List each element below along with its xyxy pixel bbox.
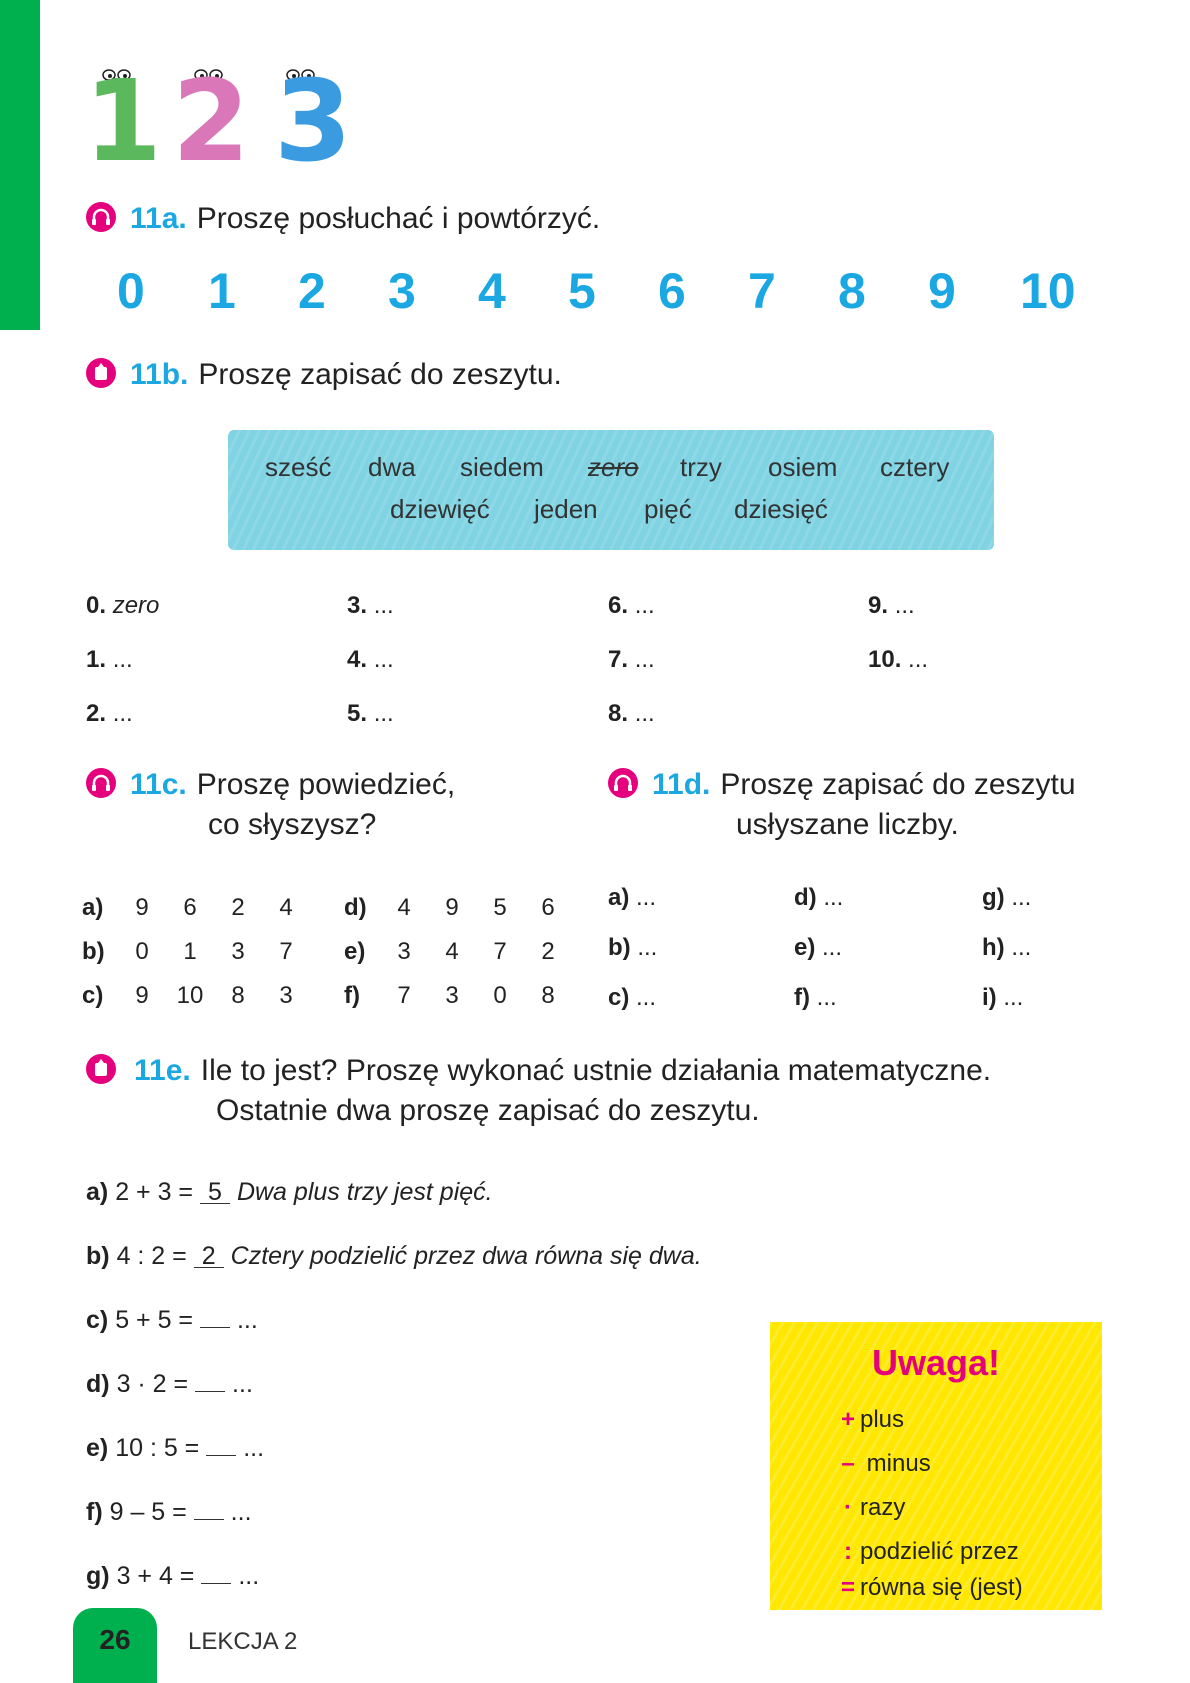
cell: 2 [541,938,555,965]
word-bank [228,430,994,550]
math-item: g) 3 + 4 = ... [86,1562,260,1590]
list-item: 7. ... [608,646,655,673]
list-item: 3. ... [347,592,394,619]
exercise-11d-heading [608,768,1076,802]
cell: 5 [493,894,507,921]
pencil-icon [86,358,116,388]
exercise-instruction: Proszę posłuchać i powtórzyć. [196,202,601,235]
logo-digit-3: 3 [274,57,352,187]
cell: 3 [445,982,459,1009]
answer-item: d) ... [794,884,844,911]
headphones-icon [608,768,638,798]
answer-item: f) ... [794,984,837,1011]
word: dziesięć [734,494,828,524]
list-item: 10. ... [868,646,929,673]
answer-item: h) ... [982,934,1032,961]
cell: 3 [397,938,411,965]
cell: 10 [176,982,204,1009]
word: pięć [644,494,692,524]
logo-digit-1: 1 [84,57,162,187]
word: dwa [368,452,416,482]
operator-item: : podzielić przez [844,1538,1019,1565]
row-label: e) [344,938,366,965]
answer-item: e) ... [794,934,843,961]
cell: 2 [231,894,245,921]
digit: 4 [478,263,506,319]
list-item: 2. ... [86,700,133,727]
digit: 3 [388,263,416,319]
digit: 1 [208,263,236,319]
list-item: 9. ... [868,592,915,619]
digit: 0 [117,263,145,319]
word: dziewięć [390,494,490,524]
headphones-icon [86,202,116,232]
word: jeden [534,494,598,524]
exercise-11e-heading [86,1054,991,1088]
list-item: 5. ... [347,700,394,727]
cell: 0 [135,938,149,965]
exercise-instruction-line2: Ostatnie dwa proszę zapisać do zeszytu. [216,1094,760,1127]
list-item: 4. ... [347,646,394,673]
exercise-11c-heading [86,768,455,802]
digit: 6 [658,263,686,319]
cell: 8 [541,982,555,1009]
cell: 1 [183,938,197,965]
row-label: b) [82,938,105,965]
answer-item: b) ... [608,934,658,961]
uwaga-title: Uwaga! [871,1342,1001,1383]
exercise-instruction: Ile to jest? Proszę wykonać ustnie działania matematyczne. [200,1054,992,1087]
operator-item: = równa się (jest) [840,1574,1023,1601]
cell: 7 [493,938,507,965]
logo-digit-2: 2 [172,57,250,187]
operator-item: · razy [844,1494,906,1521]
cell: 7 [397,982,411,1009]
math-item: b) 4 : 2 = 2 Cztery podzielić przez dwa równa się dwa. [86,1242,702,1270]
exercise-instruction: Proszę zapisać do zeszytu. [198,358,562,391]
headphones-icon [86,768,116,798]
cell: 0 [493,982,507,1009]
list-item: 6. ... [608,592,655,619]
answer-item: c) ... [608,984,657,1011]
exercise-number: 11d. [652,768,711,801]
word: sześć [265,452,332,482]
exercise-instruction: Proszę zapisać do zeszytu [720,768,1076,801]
uwaga-box [770,1322,1102,1610]
cell: 3 [279,982,293,1009]
answer-item: i) ... [982,984,1024,1011]
math-item: a) 2 + 3 = 5 Dwa plus trzy jest pięć. [86,1178,493,1206]
exercise-instruction: Proszę powiedzieć, [196,768,456,801]
cell: 6 [541,894,555,921]
list-item: 1. ... [86,646,133,673]
math-item: e) 10 : 5 = ... [86,1434,265,1462]
word: osiem [768,452,838,482]
cell: 8 [231,982,245,1009]
exercise-11b-heading [86,358,562,392]
digit: 10 [1020,263,1076,319]
digit: 9 [928,263,956,319]
math-item: f) 9 – 5 = ... [86,1498,252,1526]
word: cztery [880,452,950,482]
exercise-number: 11c. [130,768,187,801]
cell: 4 [445,938,459,965]
exercise-number: 11e. [134,1054,191,1087]
row-label: a) [82,894,104,921]
exercise-instruction-line2: usłyszane liczby. [736,808,959,841]
answer-item: g) ... [982,884,1032,911]
exercise-number: 11b. [130,358,189,391]
row-label: c) [82,982,104,1009]
list-item: 0. zero [86,592,160,619]
cell: 4 [279,894,293,921]
word-crossed: zero [588,452,639,482]
cell: 9 [135,982,149,1009]
operator-item: – minus [841,1450,931,1477]
digit: 5 [568,263,596,319]
digits-row [0,262,1190,322]
cell: 6 [183,894,197,921]
listening-table [82,894,602,1034]
answer-item: a) ... [608,884,657,911]
math-item: d) 3 · 2 = ... [86,1370,253,1398]
row-label: f) [344,982,360,1009]
word: trzy [680,452,722,482]
digit: 7 [748,263,776,319]
row-label: d) [344,894,367,921]
math-item: c) 5 + 5 = ... [86,1306,258,1334]
cell: 4 [397,894,411,921]
digit: 2 [298,263,326,319]
cell: 7 [279,938,293,965]
exercise-number: 11a. [130,202,187,235]
cell: 9 [445,894,459,921]
lesson-label: LEKCJA 2 [188,1628,298,1655]
exercise-11a-heading [86,202,600,236]
cell: 9 [135,894,149,921]
exercise-instruction-line2: co słyszysz? [208,808,377,841]
pencil-icon [86,1054,116,1084]
operator-item: + plus [840,1406,905,1433]
digit: 8 [838,263,866,319]
word: siedem [460,452,544,482]
page-number: 26 [99,1624,131,1655]
list-item: 8. ... [608,700,655,727]
cell: 3 [231,938,245,965]
